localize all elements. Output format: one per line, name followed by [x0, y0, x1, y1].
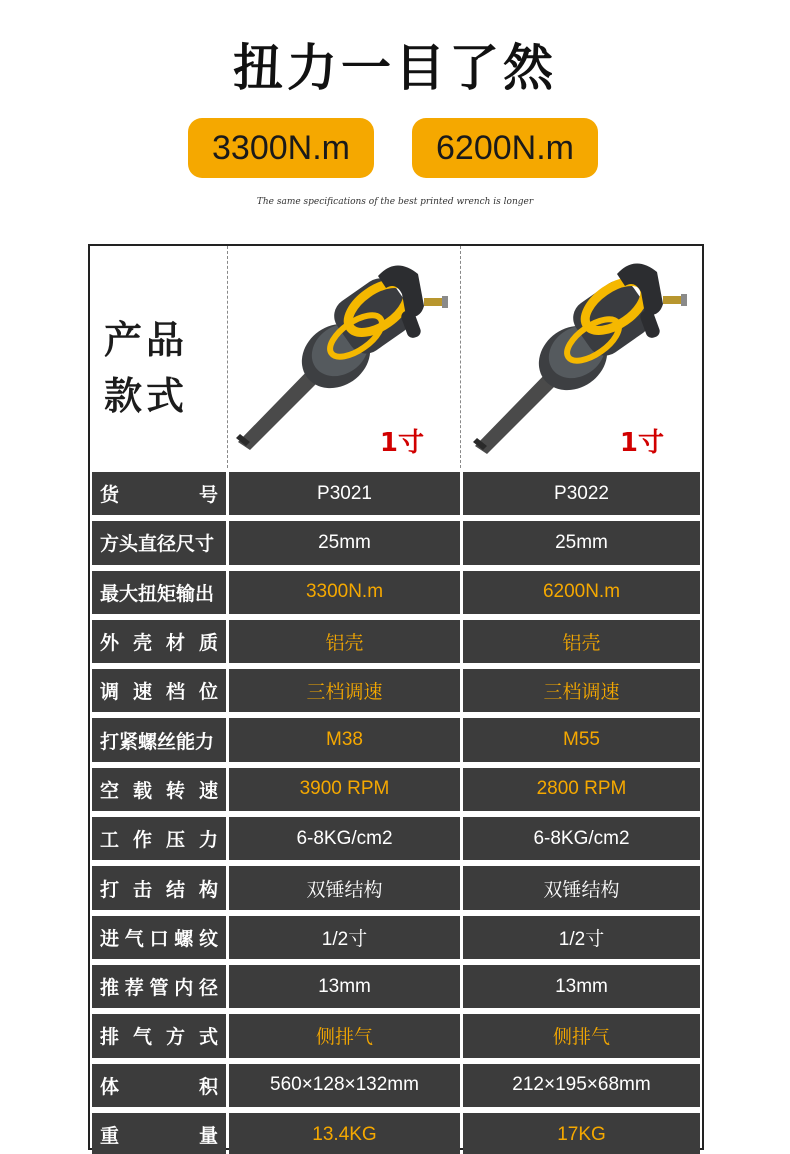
spec-value: 铝壳	[325, 633, 364, 655]
spec-label-char: 位	[198, 681, 218, 704]
spec-label-cell	[92, 1064, 226, 1107]
spec-label-cell	[92, 718, 226, 761]
spec-label-cell	[92, 620, 226, 663]
product-cell-p3022	[461, 246, 702, 468]
spec-label-char: 径	[198, 977, 218, 1000]
spec-label-char: 货	[100, 484, 120, 507]
spec-label-char: 力	[198, 829, 218, 852]
spec-label-char: 材	[165, 632, 185, 655]
spec-label-char: 工	[100, 829, 120, 852]
spec-row	[90, 764, 702, 813]
spec-label-char: 荐	[124, 977, 144, 1000]
drive-size-tag: 1寸	[619, 428, 664, 458]
spec-value-cell	[229, 472, 460, 515]
spec-value-cell	[229, 965, 460, 1008]
spec-label-cell	[92, 521, 226, 564]
spec-value-cell	[229, 1064, 460, 1107]
torque-badge-6200	[412, 118, 598, 178]
torque-badge-label: 6200N.m	[436, 128, 574, 167]
drive-size-tag: 1寸	[379, 428, 424, 458]
spec-value: P3021	[317, 482, 372, 504]
spec-value: M38	[326, 729, 363, 751]
spec-label-char: 外	[100, 632, 120, 655]
spec-label-char: 载	[132, 779, 152, 802]
spec-value: 1/2寸	[321, 928, 368, 950]
spec-label: 打紧螺丝能力	[100, 730, 215, 753]
spec-value-cell	[463, 1113, 700, 1154]
page-headline: 扭力一目了然	[233, 39, 557, 97]
torque-badge-label: 3300N.m	[212, 128, 350, 167]
spec-label-cell	[92, 866, 226, 909]
spec-row	[90, 616, 702, 665]
spec-label-char: 转	[165, 779, 185, 802]
tagline: The same specifications of the best printed wrench is longer	[256, 197, 534, 207]
spec-value-cell	[463, 866, 700, 909]
spec-value: 铝壳	[562, 633, 601, 655]
spec-value-cell	[463, 1014, 700, 1057]
spec-row	[90, 813, 702, 862]
spec-label-cell	[92, 965, 226, 1008]
product-header-row	[90, 246, 702, 468]
spec-label-char: 速	[132, 681, 152, 704]
spec-row	[90, 912, 702, 961]
spec-label-char: 口	[149, 927, 169, 950]
spec-label-char: 调	[100, 681, 120, 704]
product-style-label-cell	[90, 246, 228, 468]
spec-label-char: 号	[198, 484, 218, 507]
spec-label-char: 打	[100, 878, 120, 901]
impact-wrench-image	[461, 246, 702, 468]
spec-label-char: 空	[100, 779, 120, 802]
spec-label-char: 构	[198, 878, 218, 901]
spec-label-char: 方	[165, 1026, 185, 1049]
spec-value: 25mm	[318, 531, 371, 553]
spec-value: M55	[563, 729, 600, 751]
spec-label-cell	[92, 768, 226, 811]
spec-value-cell	[463, 965, 700, 1008]
spec-value-cell	[463, 571, 700, 614]
spec-label-char: 体	[100, 1075, 120, 1098]
spec-label-char: 排	[100, 1026, 120, 1049]
spec-label: 方头直径尺寸	[100, 533, 215, 556]
spec-row	[90, 862, 702, 911]
spec-value-cell	[229, 521, 460, 564]
spec-value: P3022	[554, 482, 609, 504]
spec-row	[90, 567, 702, 616]
spec-value-cell	[463, 718, 700, 761]
spec-label-char: 积	[198, 1075, 218, 1098]
spec-value: 13mm	[318, 975, 371, 997]
spec-row	[90, 961, 702, 1010]
spec-label-char: 纹	[198, 927, 218, 950]
spec-label-char: 管	[149, 977, 169, 1000]
spec-label-char: 档	[165, 681, 185, 704]
spec-label-char: 进	[100, 927, 120, 950]
spec-row	[90, 665, 702, 714]
spec-value-cell	[463, 1064, 700, 1107]
spec-value: 三档调速	[543, 682, 620, 704]
spec-label-cell	[92, 472, 226, 515]
spec-label-cell	[92, 1113, 226, 1154]
spec-label-cell	[92, 1014, 226, 1057]
spec-value-cell	[229, 718, 460, 761]
spec-label-cell	[92, 571, 226, 614]
spec-value-cell	[463, 669, 700, 712]
spec-value: 25mm	[555, 531, 608, 553]
spec-label-char: 质	[198, 632, 218, 655]
product-style-label: 产品款式	[104, 317, 189, 418]
spec-row	[90, 1010, 702, 1059]
spec-value: 1/2寸	[558, 928, 605, 950]
spec-value-cell	[229, 669, 460, 712]
spec-value-cell	[463, 768, 700, 811]
spec-value: 侧排气	[552, 1027, 610, 1049]
spec-label-char: 速	[198, 779, 218, 802]
spec-value-cell	[463, 916, 700, 959]
spec-row	[90, 1109, 702, 1154]
spec-value: 双锤结构	[306, 879, 383, 901]
spec-label-char: 击	[132, 878, 152, 901]
spec-value-cell	[463, 521, 700, 564]
spec-value: 3900 RPM	[299, 778, 390, 800]
spec-label-char: 内	[174, 977, 194, 1000]
spec-value: 双锤结构	[543, 879, 620, 901]
spec-label-char: 重	[100, 1125, 120, 1147]
spec-row	[90, 517, 702, 566]
spec-label-cell	[92, 916, 226, 959]
spec-comparison-table	[88, 244, 704, 1150]
spec-label-cell	[92, 669, 226, 712]
spec-value-cell	[463, 620, 700, 663]
spec-value: 侧排气	[315, 1027, 373, 1049]
spec-value-cell	[229, 1113, 460, 1154]
spec-value: 2800 RPM	[536, 778, 627, 800]
spec-rows	[90, 468, 702, 1154]
spec-label-char: 推	[100, 977, 120, 1000]
spec-value-cell	[229, 817, 460, 860]
spec-value-cell	[229, 916, 460, 959]
spec-value-cell	[229, 768, 460, 811]
spec-label-char: 量	[198, 1125, 218, 1147]
spec-value: 6-8KG/cm2	[533, 827, 630, 849]
spec-label-char: 式	[198, 1026, 218, 1049]
torque-badge-3300	[188, 118, 374, 178]
spec-value-cell	[463, 472, 700, 515]
spec-value: 6200N.m	[542, 581, 621, 603]
spec-label-char: 作	[132, 829, 152, 852]
spec-label-cell	[92, 817, 226, 860]
spec-value: 212×195×68mm	[512, 1074, 651, 1096]
spec-value: 三档调速	[306, 682, 383, 704]
spec-label-char: 气	[132, 1026, 152, 1049]
impact-wrench-image	[228, 246, 461, 468]
spec-label-char: 壳	[132, 632, 152, 655]
spec-value: 3300N.m	[305, 581, 384, 603]
spec-label-char: 结	[165, 878, 185, 901]
spec-label-char: 螺	[174, 927, 194, 950]
spec-value-cell	[229, 620, 460, 663]
spec-value: 560×128×132mm	[270, 1074, 419, 1096]
spec-row	[90, 714, 702, 763]
spec-value-cell	[229, 1014, 460, 1057]
spec-value-cell	[463, 817, 700, 860]
spec-value-cell	[229, 866, 460, 909]
spec-row	[90, 1060, 702, 1109]
spec-value-cell	[229, 571, 460, 614]
spec-label-char: 气	[124, 927, 144, 950]
spec-row	[90, 468, 702, 517]
spec-value: 17KG	[557, 1123, 606, 1145]
spec-label-char: 压	[165, 829, 185, 852]
spec-value: 6-8KG/cm2	[296, 827, 393, 849]
product-cell-p3021	[228, 246, 461, 468]
spec-value: 13mm	[555, 975, 608, 997]
spec-label: 最大扭矩输出	[100, 582, 215, 605]
spec-value: 13.4KG	[312, 1123, 377, 1145]
